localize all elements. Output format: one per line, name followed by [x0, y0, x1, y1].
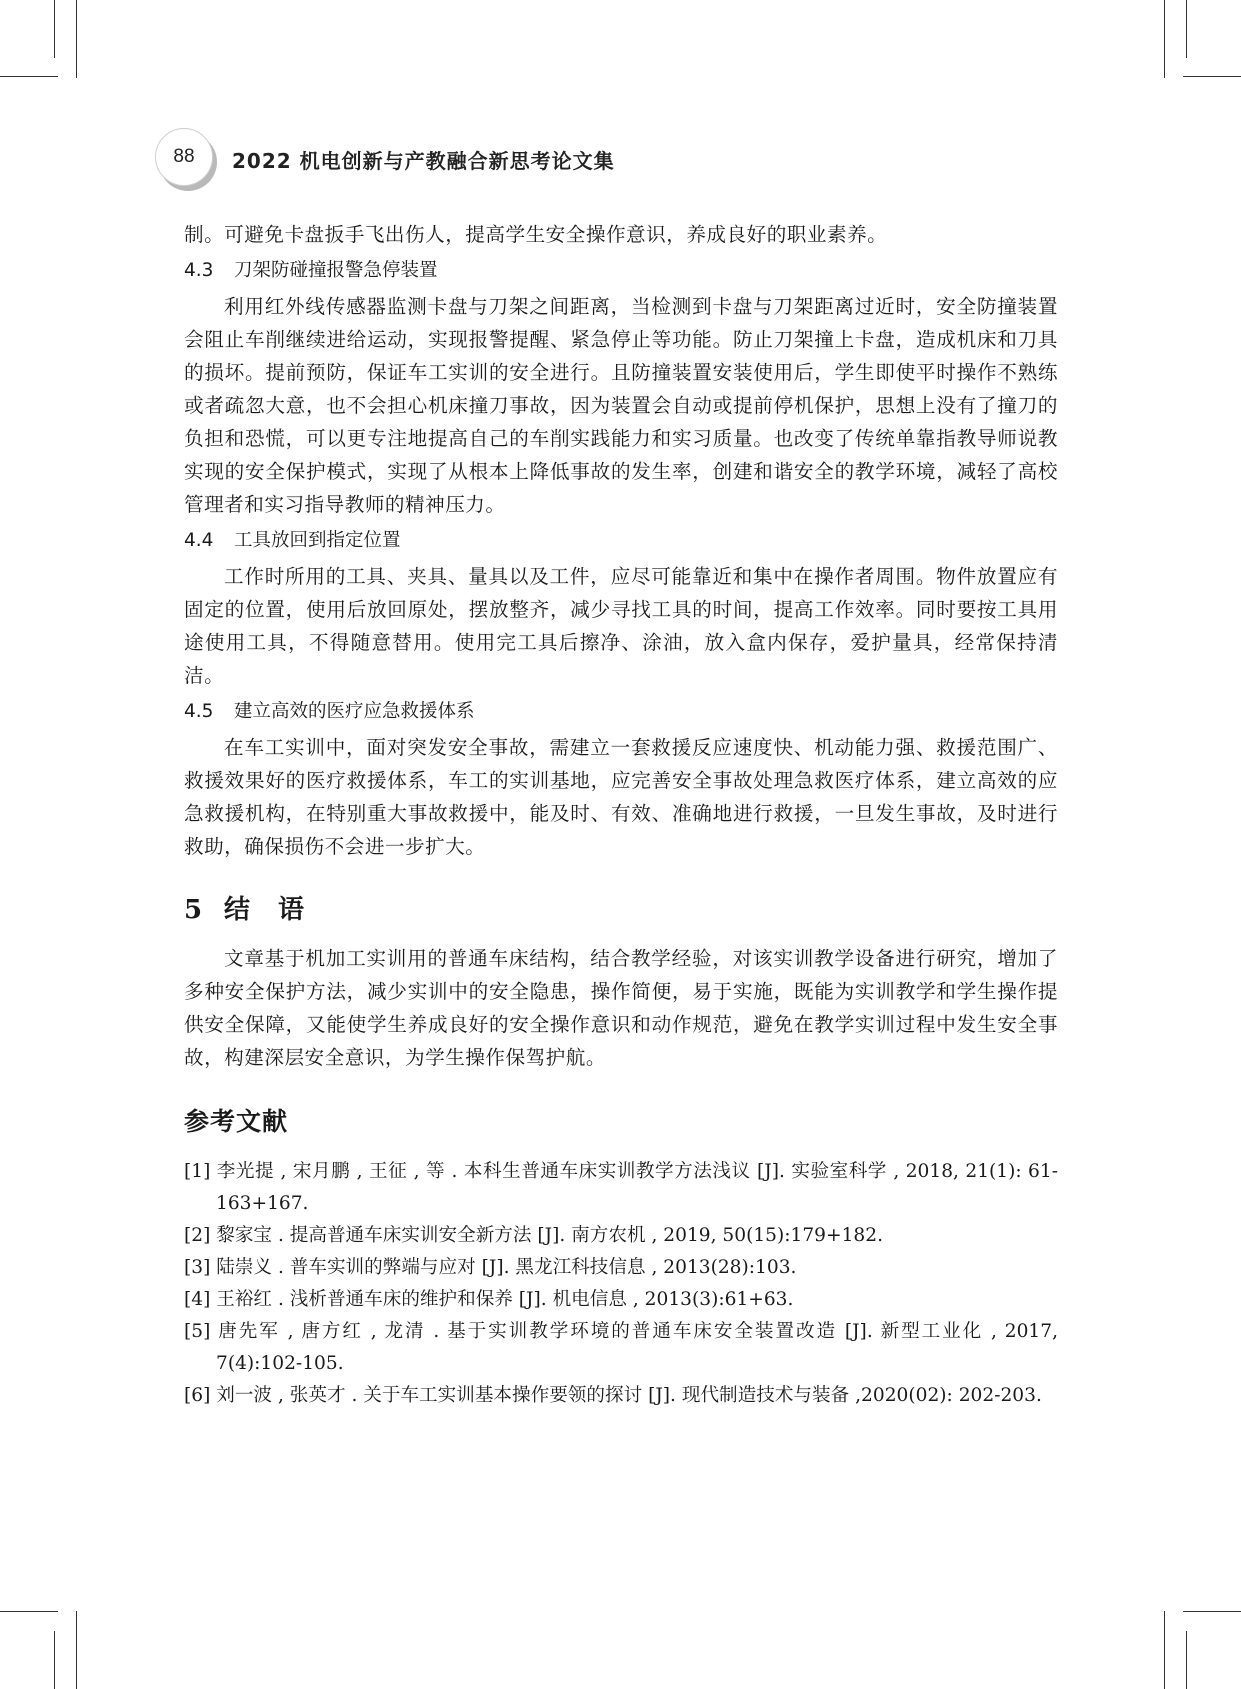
section-paragraph-4-3: 利用红外线传感器监测卡盘与刀架之间距离，当检测到卡盘与刀架距离过近时，安全防撞装置会阻止车削继续进给运动，实现报警提醒、紧急停止等功能。防止刀架撞上卡盘，造成机床和刀具的损坏。提前预防，保证车工实训的安全进行。且防撞装置安装使用后，学生即使平时操作不熟练或者疏忽大意，也不会担心机床撞刀事故，因为装置会自动或提前停机保护，思想上没有了撞刀的负担和恐慌，可以更专注地提高自己的车削实践能力和实习质量。也改变了传统单靠指教导师说教实现的安全保护模式，实现了从根本上降低事故的发生率，创建和谐安全的教学环境，减轻了高校管理者和实习指导教师的精神压力。	[184, 295, 1058, 516]
section-title: 工具放回到指定位置	[234, 530, 401, 551]
reference-item: [2] 黎家宝 . 提高普通车床实训安全新方法 [J]. 南方农机 , 2019, 50(15):179+182.	[184, 1225, 883, 1246]
section-paragraph-4-5: 在车工实训中，面对突发安全事故，需建立一套救援反应速度快、机动能力强、救援范围广、救援效果好的医疗救援体系，车工的实训基地，应完善安全事故处理急救医疗体系，建立高效的应急救援机构，在特别重大事故救援中，能及时、有效、准确地进行救援，一旦发生事故，及时进行救助，确保损伤不会进一步扩大。	[184, 736, 1058, 858]
crop-mark-top-left-v2	[76, 0, 77, 78]
crop-mark-bottom-right-h	[1183, 1611, 1241, 1612]
crop-mark-bottom-right-v2	[1186, 1631, 1187, 1689]
reference-item: [5] 唐先军 , 唐方红 , 龙清 . 基于实训教学环境的普通车床安全装置改造 [J]. 新型工业化 , 2017, 7(4):102-105.	[184, 1321, 1058, 1374]
page-content	[184, 218, 1058, 1412]
conclusion-paragraph: 文章基于机加工实训用的普通车床结构，结合教学经验，对该实训教学设备进行研究，增加了多种安全保护方法，减少实训中的安全隐患，操作简便，易于实施，既能为实训教学和学生操作提供安全保障，又能使学生养成良好的安全操作意识和动作规范，避免在教学实训过程中发生安全事故，构建深层安全意识，为学生操作保驾护航。	[184, 947, 1058, 1069]
crop-mark-top-right-v2	[1186, 0, 1187, 58]
section-number: 4.3	[184, 260, 214, 281]
section-number: 4.4	[184, 530, 214, 551]
crop-mark-top-right-h	[1183, 76, 1241, 77]
crop-mark-top-left-h	[0, 76, 58, 77]
running-title: 2022 机电创新与产教融合新思考论文集	[232, 149, 615, 173]
page-number-badge	[155, 128, 213, 186]
conclusion-title: 结 语	[224, 895, 306, 925]
section-title: 刀架防碰撞报警急停装置	[234, 260, 438, 281]
crop-mark-bottom-left-h	[0, 1611, 58, 1612]
crop-mark-bottom-left-v2	[54, 1631, 55, 1689]
reference-list	[184, 1156, 1058, 1412]
crop-mark-top-left-v	[54, 0, 55, 58]
section-heading-4-5	[184, 695, 1058, 728]
crop-mark-bottom-left-v	[76, 1611, 77, 1689]
section-paragraph-4-4: 工作时所用的工具、夹具、量具以及工件，应尽可能靠近和集中在操作者周围。物件放置应有固定的位置，使用后放回原处，摆放整齐，减少寻找工具的时间，提高工作效率。同时要按工具用途使用工具，不得随意替用。使用完工具后擦净、涂油，放入盒内保存，爱护量具，经常保持清洁。	[184, 565, 1058, 687]
conclusion-number: 5	[184, 895, 204, 925]
section-heading-4-4	[184, 524, 1058, 557]
reference-item: [6] 刘一波 , 张英才 . 关于车工实训基本操作要领的探讨 [J]. 现代制造技术与装备 ,2020(02): 202-203.	[184, 1385, 1042, 1406]
crop-mark-bottom-right-v	[1164, 1611, 1165, 1689]
conclusion-heading	[184, 889, 1058, 926]
references-heading: 参考文献	[184, 1107, 289, 1136]
reference-item: [4] 王裕红 . 浅析普通车床的维护和保养 [J]. 机电信息 , 2013(3):61+63.	[184, 1289, 794, 1310]
section-number: 4.5	[184, 701, 214, 722]
section-heading-4-3	[184, 254, 1058, 287]
section-title: 建立高效的医疗应急救援体系	[234, 701, 475, 722]
page-number: 88	[173, 146, 195, 167]
reference-item: [1] 李光提 , 宋月鹏 , 王征 , 等 . 本科生普通车床实训教学方法浅议 [J]. 实验室科学 , 2018, 21(1): 61-163+167.	[184, 1161, 1058, 1214]
intro-paragraph: 制。可避免卡盘扳手飞出伤人，提高学生安全操作意识，养成良好的职业素养。	[184, 223, 888, 246]
crop-mark-top-right-v	[1164, 0, 1165, 78]
reference-item: [3] 陆崇义 . 普车实训的弊端与应对 [J]. 黑龙江科技信息 , 2013(28):103.	[184, 1257, 797, 1278]
